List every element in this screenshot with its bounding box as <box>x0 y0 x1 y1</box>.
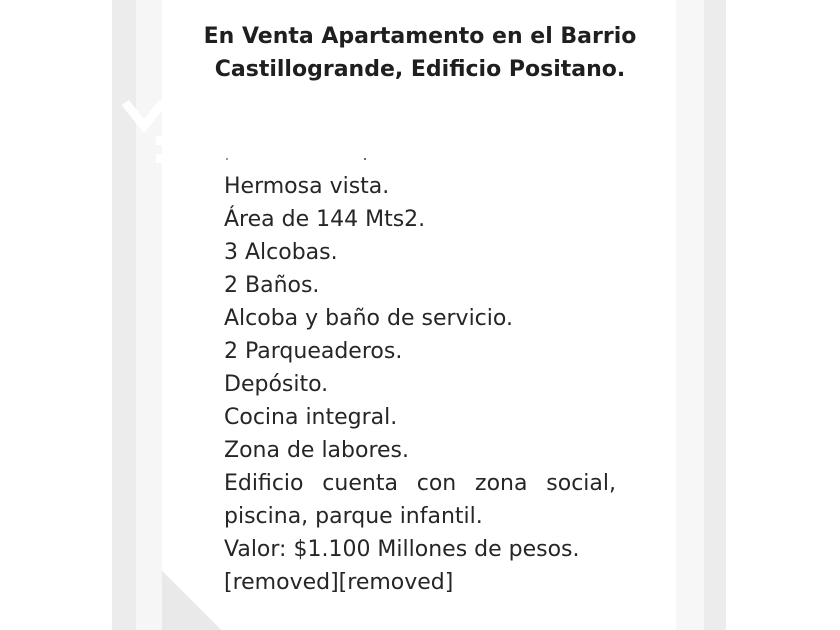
feature-removed-text: [removed][removed] <box>224 570 454 595</box>
cropped-text-line <box>224 150 370 162</box>
feature-kitchen: Cocina integral. <box>224 405 398 430</box>
feature-bedrooms: 3 Alcobas. <box>224 240 338 265</box>
card-corner-fold <box>162 570 222 630</box>
frame-left-border <box>112 0 136 630</box>
feature-bathrooms: 2 Baños. <box>224 273 320 298</box>
feature-price: Valor: $1.100 Millones de pesos. <box>224 537 580 562</box>
feature-view: Hermosa vista. <box>224 174 390 199</box>
frame-left-margin <box>136 0 162 630</box>
listing-title: En Venta Apartamento en el Barrio Castillogrande, Edificio Positano. <box>203 24 637 82</box>
feature-laundry: Zona de labores. <box>224 438 410 463</box>
frame-right-border <box>704 0 726 630</box>
feature-parking: 2 Parqueaderos. <box>224 339 403 364</box>
feature-storage: Depósito. <box>224 372 329 397</box>
feature-list <box>224 170 616 599</box>
feature-service-room: Alcoba y baño de servicio. <box>224 306 513 331</box>
feature-amenities: Edificio cuenta con zona social, piscina, parque infantil. <box>224 471 616 529</box>
frame-right-margin <box>676 0 704 630</box>
feature-area: Área de 144 Mts2. <box>224 207 426 232</box>
